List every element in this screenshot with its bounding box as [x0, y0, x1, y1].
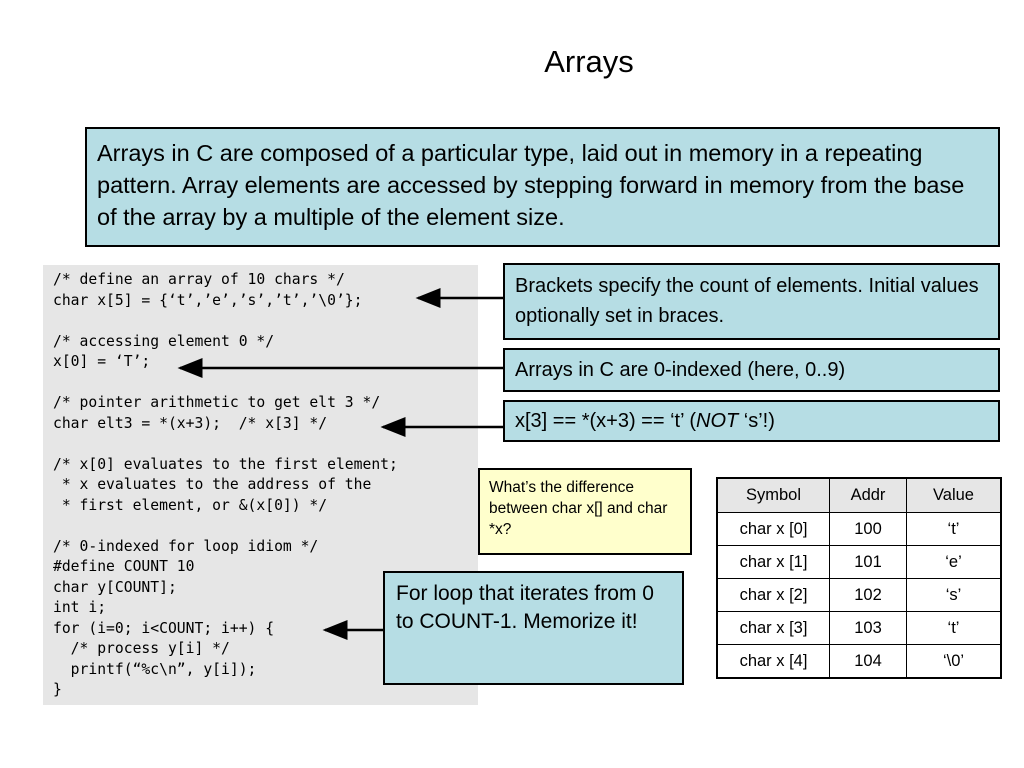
value-cell: ‘t’: [907, 612, 1002, 645]
code-line: for (i=0; i<COUNT; i++) {: [53, 619, 275, 637]
symbol-cell: char x [3]: [717, 612, 830, 645]
addr-cell: 103: [830, 612, 907, 645]
value-cell: ‘s’: [907, 579, 1002, 612]
for-loop-note: For loop that iterates from 0 to COUNT-1. Memorize it!: [383, 571, 684, 685]
code-line: x[0] = ‘T’;: [53, 353, 151, 370]
code-line: /* define an array of 10 chars */: [53, 271, 345, 288]
addr-cell: 104: [830, 645, 907, 679]
addr-cell: 100: [830, 513, 907, 546]
note-prefix: x[3] == *(x+3) == ‘t’ (: [515, 410, 697, 432]
code-line: int i;: [53, 599, 107, 616]
symbol-cell: char x [4]: [717, 645, 830, 679]
intro-box: Arrays in C are composed of a particular type, laid out in memory in a repeating pattern. Array elements are accessed by stepping forward in memory from the base of the array by a multiple of the element size.: [85, 127, 1000, 247]
code-line: * first element, or &(x[0]) */: [53, 496, 328, 514]
code-line: }: [53, 681, 62, 698]
addr-cell: 102: [830, 579, 907, 612]
code-line: * x evaluates to the address of the: [53, 476, 372, 493]
symbol-cell: char x [1]: [717, 546, 830, 579]
code-line: /* accessing element 0 */: [53, 332, 275, 350]
table-header-value: Value: [907, 478, 1002, 513]
symbol-cell: char x [0]: [717, 513, 830, 546]
value-cell: ‘t’: [907, 513, 1002, 546]
code-line: char elt3 = *(x+3); /* x[3] */: [53, 414, 328, 432]
value-cell: ‘e’: [907, 546, 1002, 579]
code-line: /* process y[i] */: [53, 640, 230, 657]
note-suffix: ‘s’!): [738, 410, 775, 432]
table-header-symbol: Symbol: [717, 478, 830, 513]
zero-indexed-note: Arrays in C are 0-indexed (here, 0..9): [503, 348, 1000, 392]
question-note: What’s the difference between char x[] and char *x?: [478, 468, 692, 555]
table-header-addr: Addr: [830, 478, 907, 513]
code-line: char x[5] = {‘t’,’e’,’s’,’t’,’\0’};: [53, 291, 363, 309]
note-not: NOT: [696, 410, 739, 432]
addr-cell: 101: [830, 546, 907, 579]
code-line: /* pointer arithmetic to get elt 3 */: [53, 394, 381, 411]
slide-title: Arrays: [544, 44, 634, 79]
code-line: char y[COUNT];: [53, 578, 177, 596]
brackets-note: Brackets specify the count of elements. Initial values optionally set in braces.: [503, 263, 1000, 340]
code-line: #define COUNT 10: [53, 558, 195, 575]
symbol-cell: char x [2]: [717, 579, 830, 612]
code-line: /* 0-indexed for loop idiom */: [53, 537, 319, 555]
code-line: /* x[0] evaluates to the first element;: [53, 455, 398, 473]
code-line: printf(“%c\n”, y[i]);: [53, 660, 257, 678]
value-cell: ‘\0’: [907, 645, 1002, 679]
